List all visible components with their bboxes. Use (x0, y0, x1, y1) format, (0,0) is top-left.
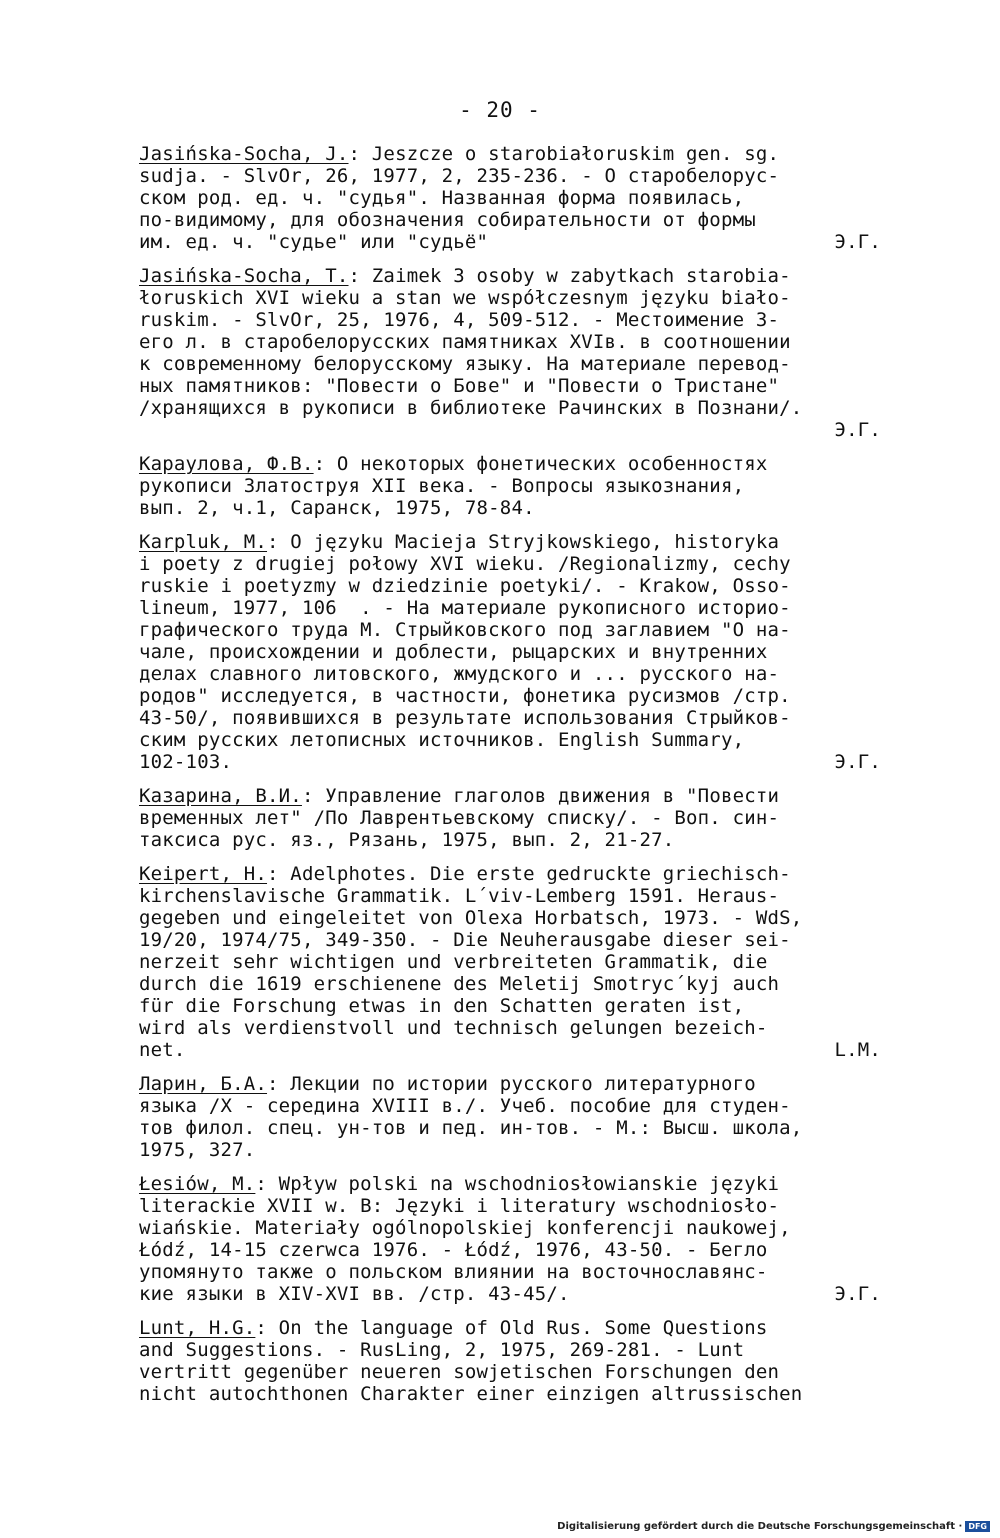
entry-line (139, 973, 881, 995)
entry-line (139, 331, 881, 353)
reviewer-initials: Э.Г. (834, 419, 881, 441)
entry-line (139, 707, 881, 729)
entry-text: lineum, 1977, 106 . - На материале рукописного историо- (139, 597, 791, 619)
entry-line (139, 1261, 881, 1283)
entry-line (139, 1017, 881, 1039)
entry-author: Jasińska-Socha, J. (139, 143, 349, 165)
entry-author: Караулова, Ф.В. (139, 453, 314, 475)
entry-text: чале, происхождении и доблести, рыцарских и внутренних (139, 641, 768, 663)
entry-text: literackie XVII w. B: Języki i literatury wschodniosło- (139, 1195, 780, 1217)
entry-author: Lunt, H.G. (139, 1317, 256, 1339)
entry-text: nicht autochthonen Charakter einer einzigen altrussischen (139, 1383, 803, 1405)
entry-line (139, 1073, 881, 1095)
entry-line (139, 597, 881, 619)
footer (557, 1521, 990, 1532)
entry-text: языка /X - середина XVIII в./. Учеб. пособие для студен- (139, 1095, 791, 1117)
entry-line (139, 187, 881, 209)
entry-text: рукописи Златоструя XII века. - Вопросы языкознания, (139, 475, 745, 497)
entry-text: им. ед. ч. "судье" или "судьё" (139, 231, 489, 253)
entry-author: Ларин, Б.А. (139, 1073, 268, 1095)
entry-text: vertritt gegenüber neueren sowjetischen Forschungen den (139, 1361, 780, 1383)
entry-text: gegeben und eingeleitet von Olexa Horbatsch, 1973. - WdS, (139, 907, 803, 929)
bibliography-entry (139, 785, 881, 851)
bibliography-entry (139, 143, 881, 253)
entry-text: : Лекции по истории русского литературного (267, 1073, 756, 1095)
entry-text: родов" исследуется, в частности, фонетика русизмов /стр. (139, 685, 791, 707)
entry-line (139, 287, 881, 309)
entry-text: : Zaimek 3 osoby w zabytkach starobia- (348, 265, 791, 287)
entry-text: графического труда М. Стрыйковского под заглавием "О на- (139, 619, 791, 641)
entry-line (139, 397, 881, 419)
entry-line (139, 1195, 881, 1217)
footer-text: Digitalisierung gefördert durch die Deutsche Forschungsgemeinschaft · (557, 1521, 963, 1532)
entry-line (139, 951, 881, 973)
entry-text: ским русских летописных источников. English Summary, (139, 729, 745, 751)
entry-line (139, 663, 881, 685)
entry-text: sudja. - SlvOr, 26, 1977, 2, 235-236. - О старобелорус- (139, 165, 780, 187)
entry-text: : Wpływ polski na wschodniosłowianskie języki (255, 1173, 780, 1195)
entry-line (139, 885, 881, 907)
entry-line (139, 619, 881, 641)
entry-line (139, 143, 881, 165)
entry-line (139, 1361, 881, 1383)
entry-line (139, 1039, 881, 1061)
entry-line (139, 475, 881, 497)
entry-text: wird als verdienstvoll und technisch gelungen bezeich- (139, 1017, 768, 1039)
entry-text: кие языки в XIV-XVI вв. /стр. 43-45/. (139, 1283, 570, 1305)
entry-text: 43-50/, появившихся в результате использования Стрыйков- (139, 707, 791, 729)
reviewer-initials: Э.Г. (834, 231, 881, 253)
entry-text: его л. в старобелорусских памятниках XVIв. в соотношении (139, 331, 791, 353)
entry-line (139, 751, 881, 773)
entry-line (139, 1217, 881, 1239)
bibliography-entry (139, 1173, 881, 1305)
entry-text: Łódź, 14-15 czerwca 1976. - Łódź, 1976, 43-50. - Бегло (139, 1239, 768, 1261)
reviewer-initials: L.M. (834, 1039, 881, 1061)
entry-text: временных лет" /По Лаврентьевскому списку/. - Воп. син- (139, 807, 780, 829)
entry-line (139, 497, 881, 519)
entry-text: таксиса рус. яз., Рязань, 1975, вып. 2, 21-27. (139, 829, 675, 851)
reviewer-initials: Э.Г. (834, 751, 881, 773)
entry-text: net. (139, 1039, 186, 1061)
entry-line (139, 353, 881, 375)
entry-line (139, 209, 881, 231)
entry-text: : О некоторых фонетических особенностях (313, 453, 768, 475)
entry-line (139, 807, 881, 829)
entry-line (139, 729, 881, 751)
entry-author: Karpluk, M. (139, 531, 268, 553)
entry-text: durch die 1619 erschienene des Meletij Smotryc´kyj auch (139, 973, 780, 995)
entry-text: kirchenslavische Grammatik. L´viv-Lemberg 1591. Heraus- (139, 885, 780, 907)
page-number: - 20 - (459, 98, 541, 122)
entry-text: and Suggestions. - RusLing, 2, 1975, 269-281. - Lunt (139, 1339, 745, 1361)
entry-text: : Управление глаголов движения в "Повести (301, 785, 780, 807)
entry-author: Казарина, В.И. (139, 785, 302, 807)
entry-text: ных памятников: "Повести о Бове" и "Повести о Тристане" (139, 375, 780, 397)
entry-line (139, 1139, 881, 1161)
dfg-logo: DFG (965, 1521, 990, 1532)
bibliography-entry (139, 863, 881, 1061)
entry-text: /хранящихся в рукописи в библиотеке Рачинских в Познани/. (139, 397, 803, 419)
entry-text: : O języku Macieja Stryjkowskiego, historyka (267, 531, 780, 553)
entry-line (139, 1317, 881, 1339)
entry-line (139, 1173, 881, 1195)
entry-text: łoruskich XVI wieku a stan we współczesnym języku biało- (139, 287, 791, 309)
entry-text: вып. 2, ч.1, Саранск, 1975, 78-84. (139, 497, 535, 519)
bibliography-entry (139, 531, 881, 773)
entry-text: ruskie i poetyzmy w dziedzinie poetyki/. - Krakow, Osso- (139, 575, 791, 597)
entry-line (139, 419, 881, 441)
bibliography-entries (139, 143, 881, 1417)
entry-text: für die Forschung etwas in den Schatten geraten ist, (139, 995, 745, 1017)
entry-author: Keipert, H. (139, 863, 268, 885)
entry-line (139, 375, 881, 397)
entry-text: тов филол. спец. ун-тов и пед. ин-тов. - М.: Высш. школа, (139, 1117, 803, 1139)
entry-text: делах славного литовского, жмудского и ... русского на- (139, 663, 780, 685)
entry-line (139, 231, 881, 253)
entry-line (139, 1283, 881, 1305)
entry-text: i poety z drugiej połowy XVI wieku. /Regionalizmy, cechy (139, 553, 791, 575)
entry-line (139, 553, 881, 575)
entry-text: 102-103. (139, 751, 233, 773)
entry-line (139, 1339, 881, 1361)
reviewer-initials: Э.Г. (834, 1283, 881, 1305)
entry-line (139, 309, 881, 331)
entry-text: nerzeit sehr wichtigen und verbreiteten Grammatik, die (139, 951, 768, 973)
bibliography-entry (139, 1073, 881, 1161)
entry-line (139, 829, 881, 851)
entry-line (139, 1117, 881, 1139)
entry-text: 1975, 327. (139, 1139, 256, 1161)
entry-text: : On the language of Old Rus. Some Questions (255, 1317, 768, 1339)
entry-line (139, 907, 881, 929)
entry-text: упомянуто также о польском влиянии на восточнославянс- (139, 1261, 768, 1283)
entry-line (139, 641, 881, 663)
entry-line (139, 785, 881, 807)
entry-text: ruskim. - SlvOr, 25, 1976, 4, 509-512. - Местоимение 3- (139, 309, 780, 331)
entry-line (139, 531, 881, 553)
entry-text: ском род. ед. ч. "судья". Названная форма появилась, (139, 187, 745, 209)
entry-line (139, 453, 881, 475)
entry-text: : Jeszcze o starobiałoruskim gen. sg. (348, 143, 780, 165)
bibliography-entry (139, 265, 881, 441)
entry-line (139, 1383, 881, 1405)
entry-line (139, 165, 881, 187)
entry-line (139, 995, 881, 1017)
entry-author: Jasińska-Socha, T. (139, 265, 349, 287)
entry-text: : Adelphotes. Die erste gedruckte griechisch- (267, 863, 791, 885)
bibliography-entry (139, 1317, 881, 1405)
entry-line (139, 1239, 881, 1261)
entry-line (139, 863, 881, 885)
entry-line (139, 1095, 881, 1117)
entry-author: Łesiów, M. (139, 1173, 256, 1195)
entry-text: wiańskie. Materiały ogólnopolskiej konferencji naukowej, (139, 1217, 791, 1239)
entry-text: к современному белорусскому языку. На материале перевод- (139, 353, 791, 375)
entry-line (139, 929, 881, 951)
entry-line (139, 685, 881, 707)
entry-line (139, 575, 881, 597)
entry-text: по-видимому, для обозначения собирательности от формы (139, 209, 756, 231)
entry-text: 19/20, 1974/75, 349-350. - Die Neuherausgabe dieser sei- (139, 929, 791, 951)
bibliography-entry (139, 453, 881, 519)
entry-line (139, 265, 881, 287)
